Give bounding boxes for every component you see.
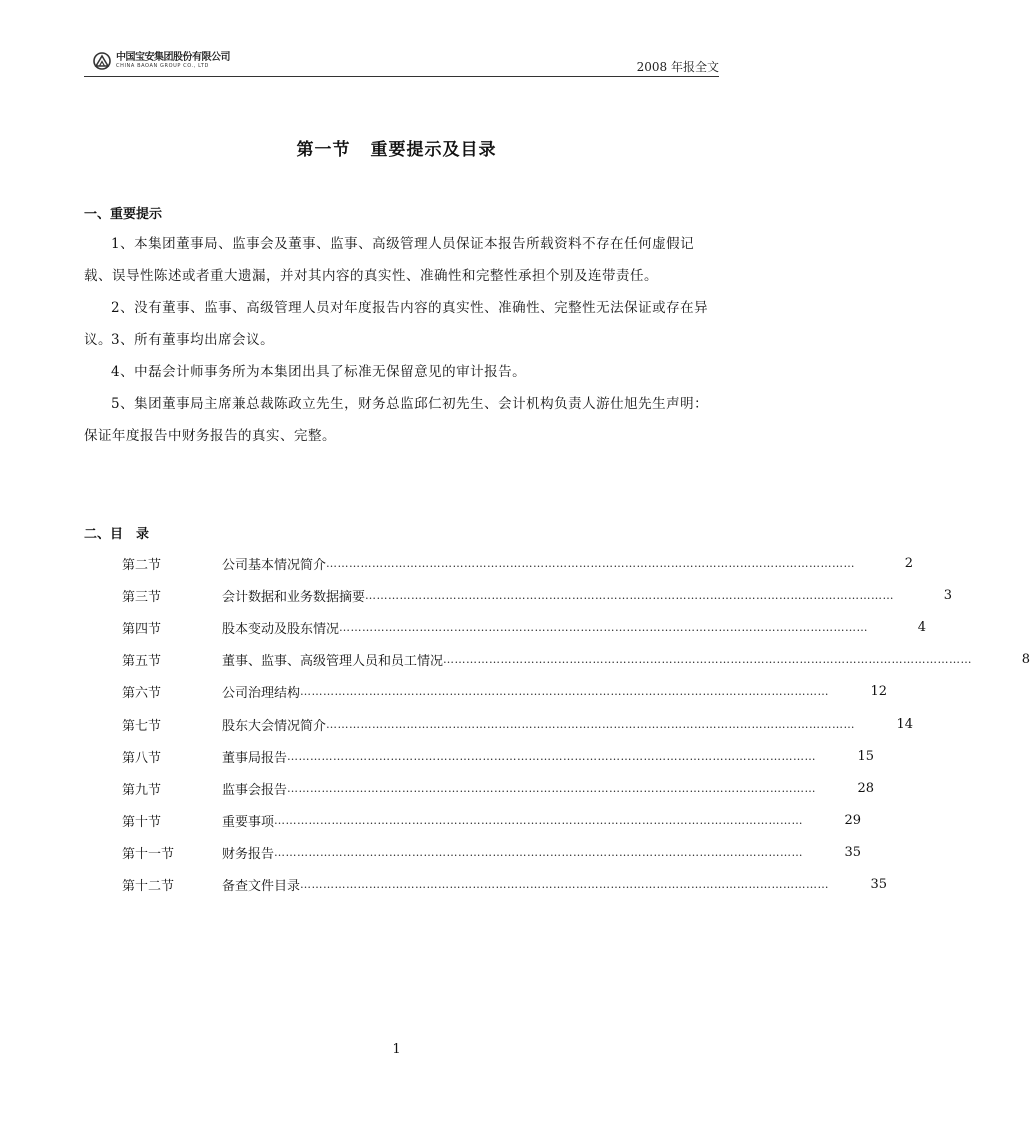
toc-entry-title: 重要事项	[222, 815, 275, 831]
toc-entry[interactable]	[122, 708, 914, 740]
toc-entry-page: 14	[896, 716, 914, 732]
toc-entry-number: 第十节	[122, 815, 162, 831]
toc-entry[interactable]	[122, 676, 888, 708]
toc-entry-title: 股本变动及股东情况	[222, 621, 340, 637]
notice-item-4: 4、中磊会计师事务所为本集团出具了标准无保留意见的审计报告。	[111, 364, 527, 380]
toc-entry-number: 第九节	[122, 782, 162, 798]
page-header	[84, 50, 719, 77]
toc-heading: 二、目 录	[84, 527, 150, 542]
toc-entry-title: 财务报告	[222, 847, 275, 863]
logo-company-name-cn: 中国宝安集团股份有限公司	[116, 52, 230, 63]
notice-item-2: 2、没有董事、监事、高级管理人员对年度报告内容的真实性、准确性、完整性无法保证或存在异议。	[84, 300, 709, 348]
toc-entry[interactable]	[122, 644, 1030, 676]
toc-entry[interactable]	[122, 547, 914, 579]
logo-emblem-icon	[92, 52, 112, 70]
toc-leader-dots: …………………………………………………………………………………………………………………………	[339, 620, 869, 634]
page-number: 1	[392, 1042, 401, 1057]
toc-entry-number: 第七节	[122, 718, 162, 734]
toc-leader-dots: …………………………………………………………………………………………………………………………	[300, 685, 830, 699]
toc-entry[interactable]	[122, 837, 862, 869]
important-notice-heading: 一、重要提示	[84, 207, 163, 222]
company-logo	[92, 50, 230, 72]
toc-entry-number: 第八节	[122, 750, 162, 766]
toc-entry-number: 第十二节	[122, 879, 175, 895]
toc-leader-dots: …………………………………………………………………………………………………………………………	[274, 814, 804, 828]
toc-entry-title: 会计数据和业务数据摘要	[222, 589, 366, 605]
toc-leader-dots: …………………………………………………………………………………………………………………………	[365, 588, 895, 602]
toc-entry-number: 第二节	[122, 557, 162, 573]
toc-entry[interactable]	[122, 579, 953, 611]
toc-entry-title: 股东大会情况简介	[222, 718, 327, 734]
toc-entry[interactable]	[122, 740, 875, 772]
notice-item-3: 3、所有董事均出席会议。	[111, 332, 275, 348]
toc-entry-page: 29	[844, 813, 862, 829]
toc-entry-number: 第五节	[122, 654, 162, 670]
toc-entry-page: 8	[1021, 652, 1030, 668]
chapter-title	[0, 135, 793, 160]
toc-entry[interactable]	[122, 869, 888, 901]
toc-entry-number: 第三节	[122, 589, 162, 605]
toc-entry[interactable]	[122, 772, 875, 804]
toc-entry-title: 公司基本情况简介	[222, 557, 327, 573]
report-label: 2008 年报全文	[636, 60, 719, 74]
toc-entry[interactable]	[122, 611, 927, 643]
toc-entry-page: 3	[943, 587, 953, 603]
toc-leader-dots: …………………………………………………………………………………………………………………………	[274, 846, 804, 860]
toc-leader-dots: …………………………………………………………………………………………………………………………	[443, 653, 973, 667]
toc-leader-dots: …………………………………………………………………………………………………………………………	[300, 878, 830, 892]
toc-entry-title: 董事局报告	[222, 750, 288, 766]
toc-entry-number: 第四节	[122, 621, 162, 637]
notice-item-1: 1、本集团董事局、监事会及董事、监事、高级管理人员保证本报告所载资料不存在任何虚假记载、误导性陈述或者重大遗漏，并对其内容的真实性、准确性和完整性承担个别及连带责任。	[84, 236, 695, 284]
toc-entry-page: 35	[844, 845, 862, 861]
chapter-name: 重要提示及目录	[370, 140, 497, 160]
toc-entry-page: 15	[857, 748, 875, 764]
toc-entry[interactable]	[122, 805, 862, 837]
toc-entry-title: 公司治理结构	[222, 686, 301, 702]
notice-item-5: 5、集团董事局主席兼总裁陈政立先生，财务总监邱仁初先生、会计机构负责人游仕旭先生声明：保证年度报告中财务报告的真实、完整。	[84, 396, 709, 444]
toc-entry-page: 4	[917, 619, 927, 635]
table-of-contents	[122, 547, 1030, 901]
toc-leader-dots: …………………………………………………………………………………………………………………………	[326, 717, 856, 731]
toc-entry-page: 28	[857, 780, 875, 796]
toc-entry-title: 监事会报告	[222, 782, 288, 798]
toc-leader-dots: …………………………………………………………………………………………………………………………	[326, 556, 856, 570]
toc-entry-page: 35	[870, 877, 888, 893]
toc-leader-dots: …………………………………………………………………………………………………………………………	[287, 749, 817, 763]
chapter-number: 第一节	[296, 140, 351, 160]
toc-entry-number: 第十一节	[122, 847, 175, 863]
toc-entry-page: 12	[870, 684, 888, 700]
toc-entry-page: 2	[904, 555, 914, 571]
toc-entry-number: 第六节	[122, 686, 162, 702]
toc-entry-title: 备查文件目录	[222, 879, 301, 895]
toc-leader-dots: …………………………………………………………………………………………………………………………	[287, 781, 817, 795]
toc-entry-title: 董事、监事、高级管理人员和员工情况	[222, 654, 444, 670]
logo-company-name-en: CHINA BAOAN GROUP CO., LTD	[116, 63, 209, 69]
